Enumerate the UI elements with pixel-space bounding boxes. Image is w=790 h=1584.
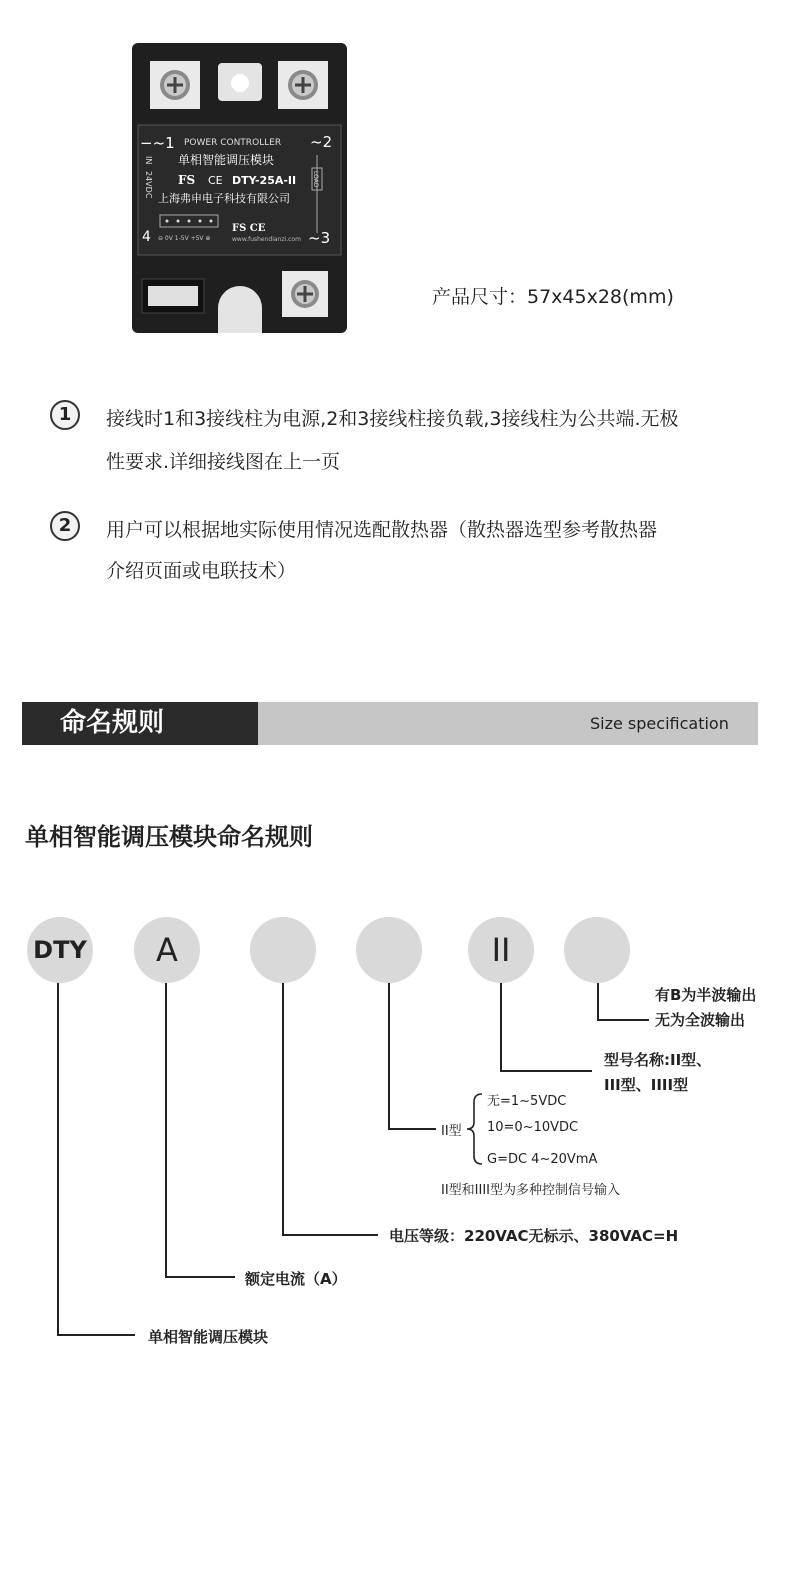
label-signal-2: 10=0~10VDC xyxy=(487,1120,579,1135)
svg-text:FS CE: FS CE xyxy=(232,223,266,234)
note-1-line-1: 接线时1和3接线柱为电源,2和3接线柱接负载,3接线柱为公共端.无极 xyxy=(106,408,679,430)
product-module-image xyxy=(132,43,347,333)
note-1-line-2: 性要求.详细接线图在上一页 xyxy=(106,451,341,473)
line-type-vertical xyxy=(500,983,502,1071)
module-logo: FS xyxy=(178,173,196,187)
line-dty-vertical xyxy=(57,983,59,1335)
module-model: DTY-25A-II xyxy=(232,174,297,187)
module-term4: 4 xyxy=(142,229,151,245)
module-input-voltage: 24VDC xyxy=(144,171,153,199)
label-ii-type: II型 xyxy=(441,1124,462,1139)
module-website: www.fushendianzi.com xyxy=(232,236,301,243)
circle-current: A xyxy=(134,917,200,983)
circle-dty: DTY xyxy=(27,917,93,983)
label-product: 单相智能调压模块 xyxy=(148,1328,269,1346)
circle-voltage xyxy=(250,917,316,983)
note-number-2: 2 xyxy=(50,511,80,541)
svg-text:−~1: −~1 xyxy=(140,134,175,152)
module-name: 单相智能调压模块 xyxy=(178,153,275,167)
label-wave-full: 无为全波输出 xyxy=(655,1011,746,1029)
product-dimensions: 产品尺寸：57x45x28(mm) xyxy=(432,286,674,308)
line-voltage-horizontal xyxy=(282,1234,378,1236)
note-2-line-1: 用户可以根据地实际使用情况选配散热器（散热器选型参考散热器 xyxy=(106,519,658,541)
line-current-horizontal xyxy=(165,1276,235,1278)
circle-wave xyxy=(564,917,630,983)
line-type-horizontal xyxy=(500,1070,592,1072)
module-ce: CE xyxy=(208,174,223,187)
module-brand-text: POWER CONTROLLER xyxy=(184,138,282,148)
module-input-label: IN xyxy=(144,156,153,165)
label-voltage: 电压等级：220VAC无标示、380VAC=H xyxy=(389,1227,679,1245)
module-pin-labels: ⊖ 0V 1-5V +5V ⊕ xyxy=(158,235,211,242)
svg-text:~3: ~3 xyxy=(308,229,331,247)
line-signal-horizontal xyxy=(388,1128,436,1130)
module-term3: 3 xyxy=(320,229,331,247)
module-load-label: LOAD xyxy=(312,171,319,188)
note-2-line-2: 介绍页面或电联技术） xyxy=(106,560,297,582)
note-number-1: 1 xyxy=(50,400,80,430)
section-title: 单相智能调压模块命名规则 xyxy=(25,823,313,851)
label-type-line-1: 型号名称:II型、 xyxy=(604,1051,712,1069)
circle-signal xyxy=(356,917,422,983)
line-current-vertical xyxy=(165,983,167,1277)
line-voltage-vertical xyxy=(282,983,284,1235)
svg-text:~2: ~2 xyxy=(310,133,333,151)
banner-subtitle: Size specification xyxy=(590,714,729,733)
banner-title: 命名规则 xyxy=(60,708,165,738)
label-wave-half: 有B为半波输出 xyxy=(655,986,757,1004)
module-term1: 1 xyxy=(165,134,175,152)
line-wave-vertical xyxy=(597,983,599,1020)
line-dty-horizontal xyxy=(57,1334,135,1336)
line-wave-horizontal xyxy=(597,1019,649,1021)
circle-type: II xyxy=(468,917,534,983)
line-signal-vertical xyxy=(388,983,390,1129)
module-company: 上海弗申电子科技有限公司 xyxy=(158,192,290,205)
label-signal-1: 无=1~5VDC xyxy=(487,1094,567,1109)
label-signal-3: G=DC 4~20VmA xyxy=(487,1152,598,1167)
label-current: 额定电流（A） xyxy=(245,1270,347,1288)
label-type-line-2: III型、IIII型 xyxy=(604,1076,689,1094)
module-term2: 2 xyxy=(322,133,333,151)
label-signal-note: II型和IIII型为多种控制信号输入 xyxy=(441,1183,621,1198)
signal-options-brace xyxy=(464,1092,484,1166)
